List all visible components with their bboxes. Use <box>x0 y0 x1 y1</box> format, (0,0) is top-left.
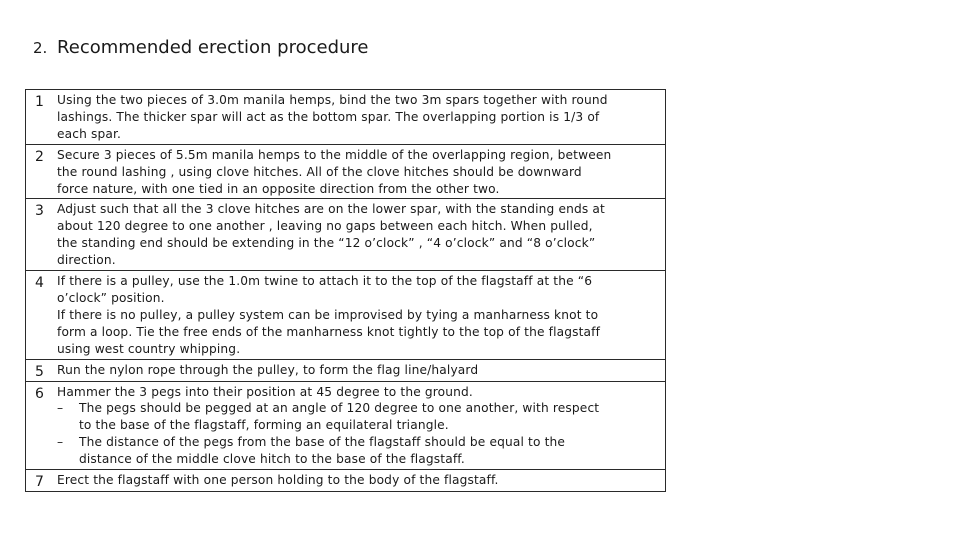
step-line: each spar. <box>57 126 122 141</box>
step-row <box>26 199 666 271</box>
bullet-dash: – <box>57 435 64 450</box>
step-text <box>53 199 666 271</box>
step-text <box>53 271 666 360</box>
bullet-dash: – <box>57 401 64 416</box>
step-text <box>53 470 666 492</box>
step-line: Using the two pieces of 3.0m manila hemps, bind the two 3m spars together with round <box>57 93 608 107</box>
step-row <box>26 381 666 470</box>
step-text <box>53 144 666 199</box>
bullet-continuation: to the base of the flagstaff, forming an equilateral triangle. <box>79 418 449 433</box>
step-line: direction. <box>57 253 116 268</box>
step-number: 2 <box>26 144 54 199</box>
step-row <box>26 359 666 381</box>
step-line: lashings. The thicker spar will act as the bottom spar. The overlapping portion is 1/3 of <box>57 109 600 124</box>
step-row <box>26 271 666 360</box>
step-number: 6 <box>26 381 54 470</box>
step-number: 4 <box>26 271 54 360</box>
section-number: 2. <box>33 39 48 57</box>
step-line: Run the nylon rope through the pulley, to form the flag line/halyard <box>57 362 479 377</box>
bullet-item <box>57 434 661 451</box>
step-text <box>53 90 666 145</box>
step-number: 1 <box>26 90 54 145</box>
step-line: If there is a pulley, use the 1.0m twine to attach it to the top of the flagstaff at the “6 <box>57 274 593 289</box>
bullet-continuation: distance of the middle clove hitch to the base of the flagstaff. <box>79 452 465 467</box>
step-row <box>26 144 666 199</box>
step-line: Secure 3 pieces of 5.5m manila hemps to the middle of the overlapping region, between <box>57 147 612 162</box>
step-line: the round lashing , using clove hitches. All of the clove hitches should be downward <box>57 164 582 179</box>
step-line: about 120 degree to one another , leaving no gaps between each hitch. When pulled, <box>57 219 593 234</box>
section-title: Recommended erection procedure <box>57 37 369 58</box>
step-line: Adjust such that all the 3 clove hitches are on the lower spar, with the standing ends at <box>57 202 605 217</box>
bullet-text: The pegs should be pegged at an angle of 120 degree to one another, with respect <box>79 401 600 416</box>
step-line: using west country whipping. <box>57 341 241 356</box>
step-line: the standing end should be extending in the “12 o’clock” , “4 o’clock” and “8 o’clock” <box>57 236 596 251</box>
step-line: Hammer the 3 pegs into their position at 45 degree to the ground. <box>57 384 473 399</box>
step-row <box>26 90 666 145</box>
step-text <box>53 359 666 381</box>
step-line: Erect the flagstaff with one person holding to the body of the flagstaff. <box>57 473 499 488</box>
step-row <box>26 470 666 492</box>
bullet-item <box>57 400 661 417</box>
step-number: 7 <box>26 470 54 492</box>
step-line: form a loop. Tie the free ends of the manharness knot tightly to the top of the flagstaff <box>57 324 601 339</box>
step-text <box>53 381 666 470</box>
step-number: 3 <box>26 199 54 271</box>
step-line: o’clock” position. <box>57 290 165 305</box>
step-line: force nature, with one tied in an opposite direction from the other two. <box>57 181 500 196</box>
step-line: If there is no pulley, a pulley system can be improvised by tying a manharness knot to <box>57 307 599 322</box>
procedure-table <box>25 89 666 492</box>
section-heading <box>33 36 369 60</box>
step-number: 5 <box>26 359 54 381</box>
bullet-text: The distance of the pegs from the base of the flagstaff should be equal to the <box>79 435 566 450</box>
